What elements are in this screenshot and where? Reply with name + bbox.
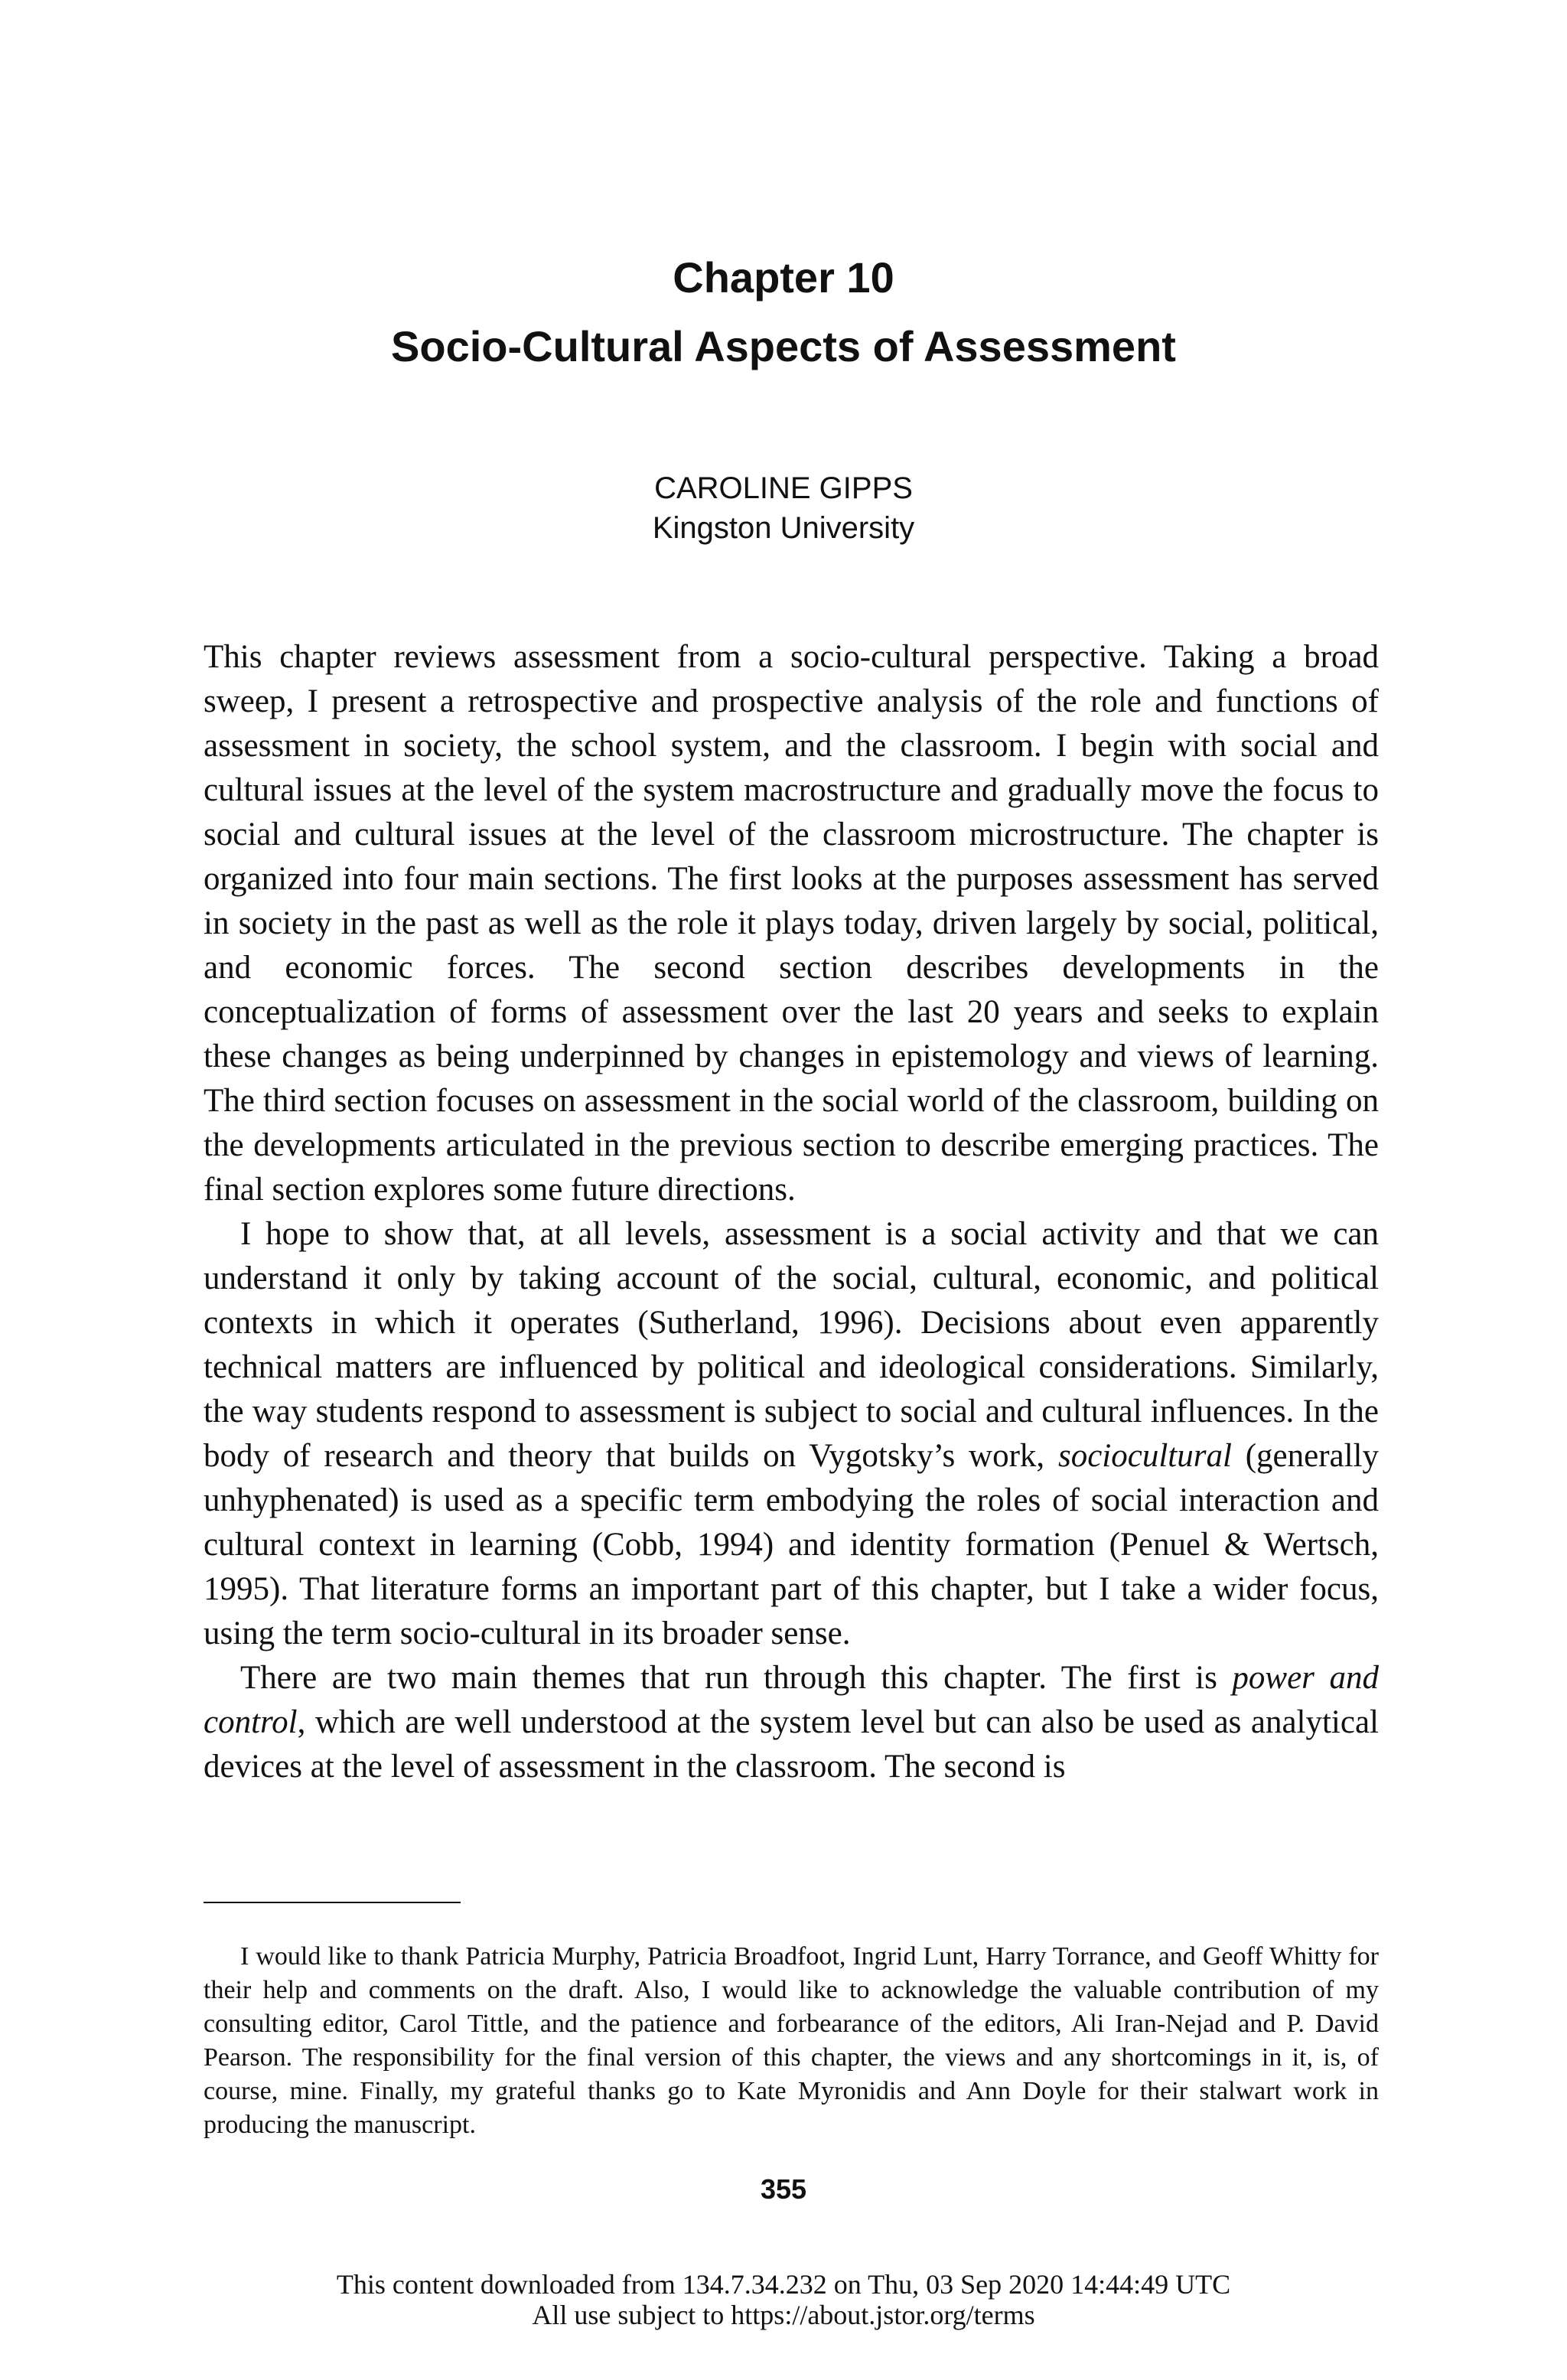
italic-term: sociocultural bbox=[1057, 1438, 1232, 1474]
author-block bbox=[0, 468, 1567, 548]
download-notice bbox=[0, 2269, 1567, 2330]
body-paragraph: This chapter reviews assessment from a socio-cultural perspective. Taking a broad sweep, I present a retrospective and prospective analysis of the role and functions of assessment in society, the school system, and the classroom. I begin with social and cultural issues at the level of the system macrostructure and gradually move the focus to social and cultural issues at the level of the classroom microstructure. The chapter is organized into four main sections. The first looks at the purposes assessment has served in society in the past as well as the role it plays today, driven largely by social, political, and economic forces. The second section describes developments in the conceptualization of forms of assessment over the last 20 years and seeks to explain these changes as being underpinned by changes in epistemology and views of learning. The third section focuses on assessment in the social world of the classroom, building on the developments articulated in the previous section to describe emerging practices. The final section explores some future directions. bbox=[204, 639, 1379, 1208]
chapter-label: Chapter 10 bbox=[673, 253, 894, 302]
italic-term: power and control bbox=[204, 1660, 1380, 1740]
text-run: I hope to show that, at all levels, assessment is a social activity and that we can understand it only by taking account of the social, cultural, economic, and political contexts in which it operates (Sutherland, 1996). Decisions about even apparently technical matters are influenced by political and ideological considerations. Similarly, the way students respond to assessment is subject to social and cultural influences. In the body of research and theory that builds on Vygotsky’s work, bbox=[204, 1216, 1379, 1474]
author-name: CAROLINE GIPPS bbox=[654, 471, 913, 505]
page-number: 355 bbox=[760, 2173, 807, 2205]
footnote-divider bbox=[204, 1902, 461, 1903]
chapter-title: Socio-Cultural Aspects of Assessment bbox=[391, 322, 1176, 370]
terms-link[interactable]: All use subject to https://about.jstor.org/terms bbox=[532, 2300, 1035, 2330]
text-run: , which are well understood at the system level but can also be used as analytical devices at the level of assessment in the classroom. The second is bbox=[204, 1704, 1379, 1785]
body-paragraph bbox=[204, 1656, 1379, 1789]
body-paragraph bbox=[204, 1212, 1379, 1656]
text-run: (generally unhyphenated) is used as a specific term embodying the roles of social interaction and cultural context in learning (Cobb, 1994) and identity formation (Penuel & Wertsch, 1995). That literature forms an important part of this chapter, but I take a wider focus, using the term socio-cultural in its broader sense. bbox=[204, 1438, 1380, 1651]
author-affiliation: Kingston University bbox=[652, 511, 915, 545]
body-text bbox=[204, 635, 1379, 1789]
footnote: I would like to thank Patricia Murphy, Patricia Broadfoot, Ingrid Lunt, Harry Torrance, and Geoff Whitty for their help and comments on the draft. Also, I would like to acknowledge the valuable contribution of my consulting editor, Carol Tittle, and the patience and forbearance of the editors, Ali Iran-Nejad and P. David Pearson. The responsibility for the final version of this chapter, the views and any shortcomings in it, is, of course, mine. Finally, my grateful thanks go to Kate Myronidis and Ann Doyle for their stalwart work in producing the manuscript. bbox=[204, 1942, 1379, 2139]
download-notice-line: This content downloaded from 134.7.34.232 on Thu, 03 Sep 2020 14:44:49 UTC bbox=[336, 2269, 1231, 2300]
text-run: There are two main themes that run through this chapter. The first is bbox=[240, 1660, 1233, 1696]
